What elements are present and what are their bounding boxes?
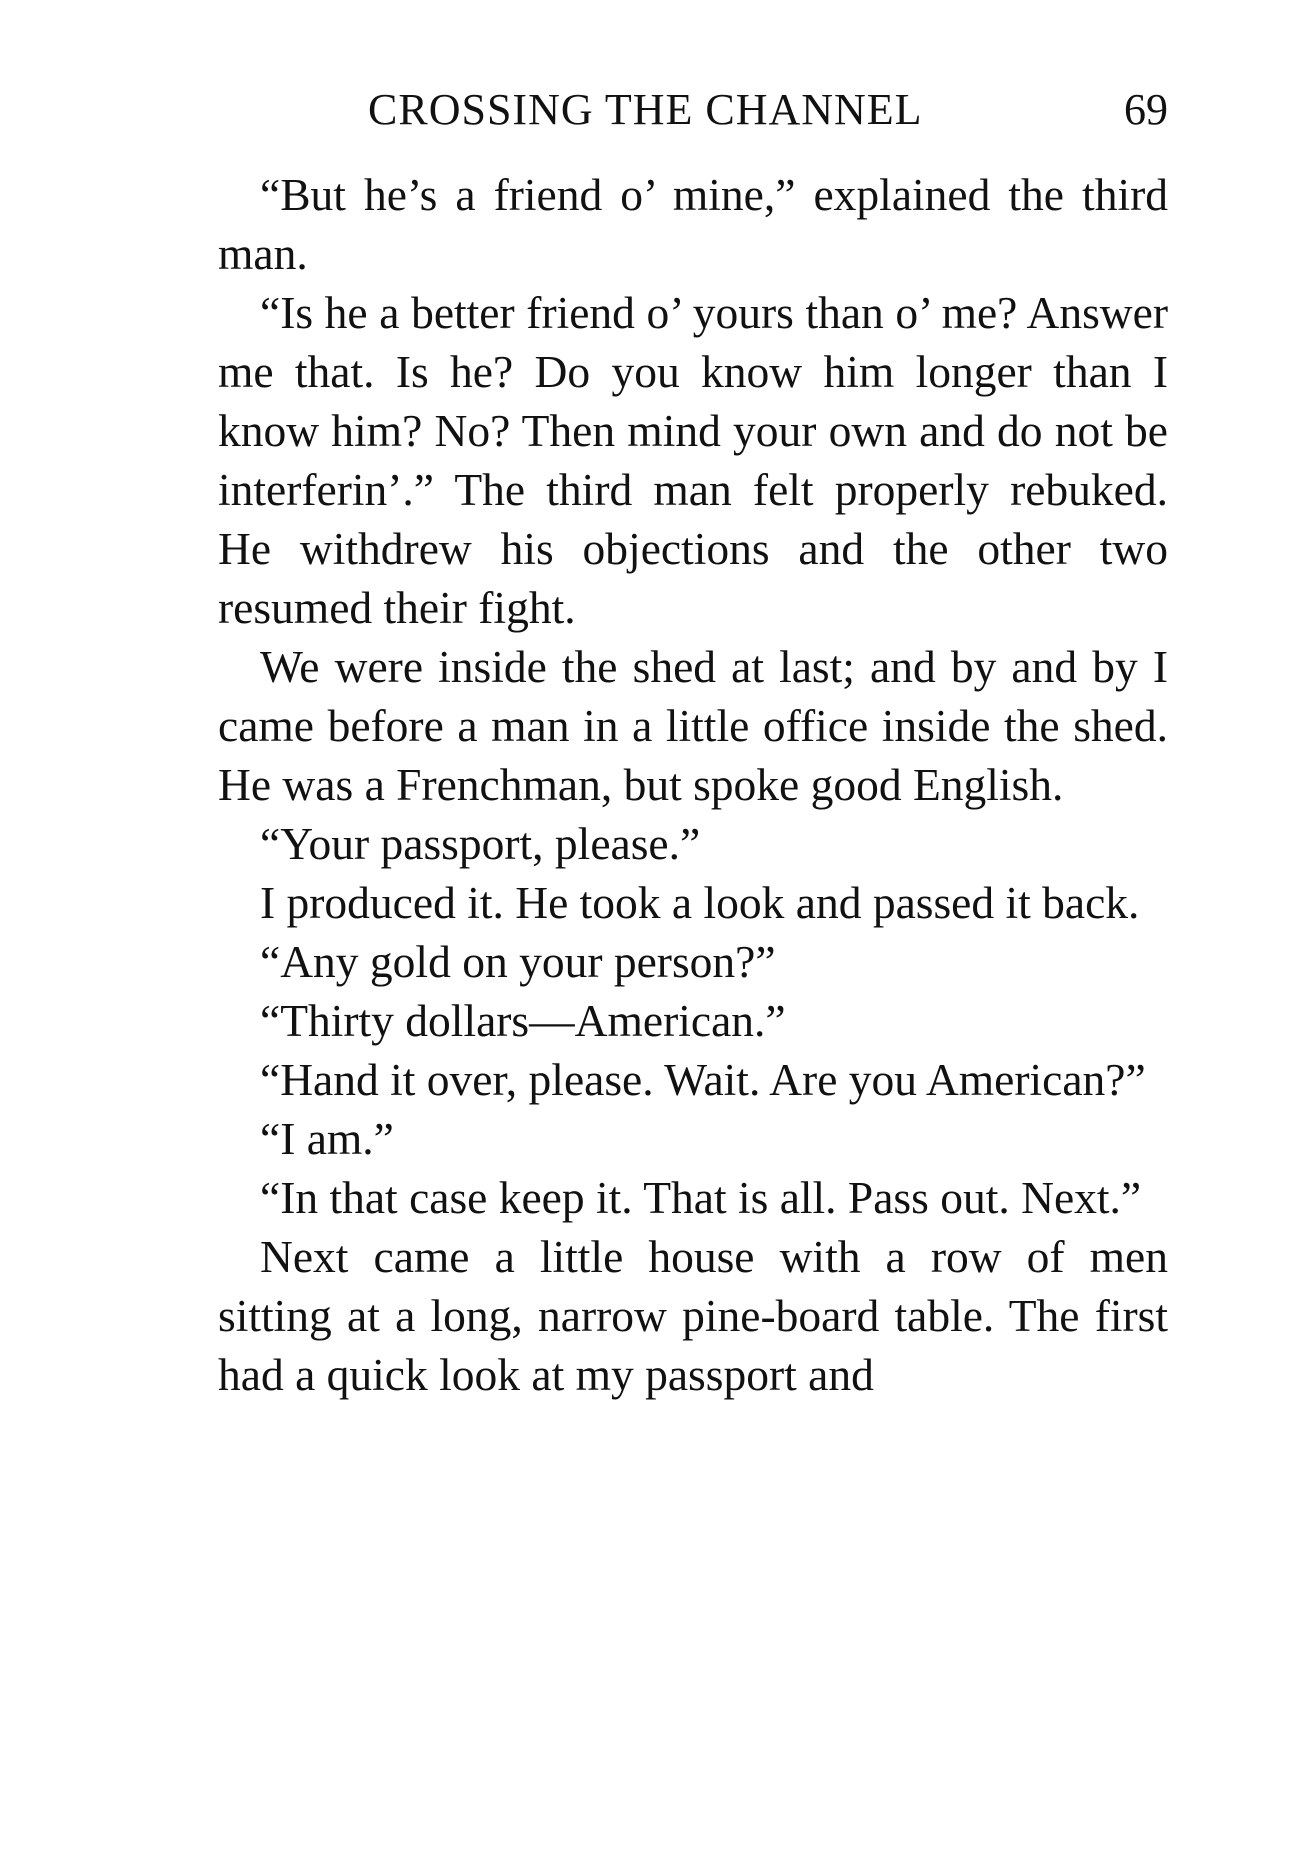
paragraph: “Thirty dollars—American.” [260, 995, 786, 1046]
chapter-title: CROSSING THE CHANNEL [368, 85, 923, 134]
paragraph: “In that case keep it. That is all. Pass out. Next.” [260, 1172, 1142, 1223]
paragraph: I produced it. He took a look and passed it back. [260, 877, 1140, 928]
paragraph: “I am.” [260, 1113, 394, 1164]
paragraph: “Is he a better friend o’ yours than o’ me? Answer me that. Is he? Do you know him longer than I know him? No? Then mind your own and do not be interferin’.” The third man felt properly rebuked. He withdrew his objections and the other two resumed their fight. [218, 287, 1168, 633]
paragraph: “Hand it over, please. Wait. Are you American?” [260, 1054, 1146, 1105]
paragraph: We were inside the shed at last; and by and by I came before a man in a little office inside the shed. He was a Frenchman, but spoke good English. [218, 641, 1168, 810]
running-head [218, 82, 1168, 142]
page-number: 69 [1124, 85, 1168, 134]
paragraph: “Your passport, please.” [260, 818, 701, 869]
body-text [218, 165, 1168, 1404]
paragraph: “Any gold on your person?” [260, 936, 776, 987]
paragraph: “But he’s a friend o’ mine,” explained the third man. [218, 169, 1168, 279]
paragraph: Next came a little house with a row of men sitting at a long, narrow pine-board table. The first had a quick look at my passport and [218, 1231, 1168, 1400]
